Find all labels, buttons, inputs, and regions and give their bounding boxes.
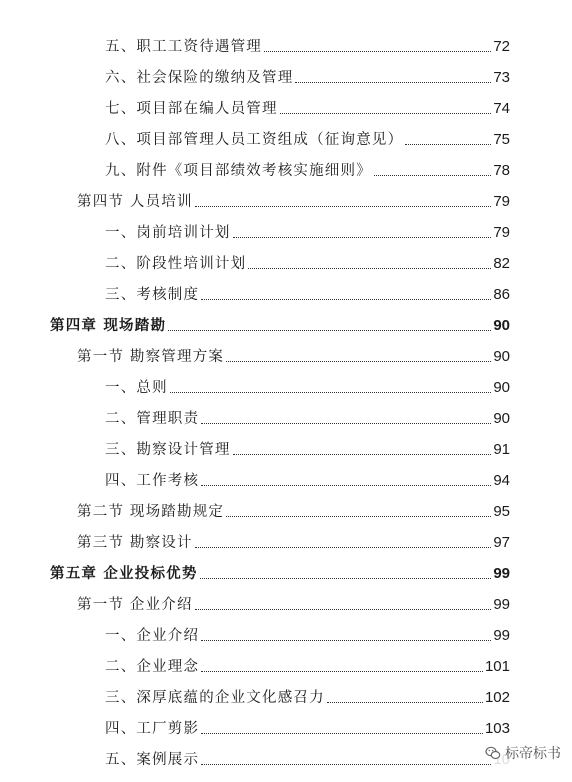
dot-leader	[233, 454, 492, 455]
toc-section-entry[interactable]	[77, 342, 510, 366]
toc-page-number: 90	[493, 348, 510, 365]
toc-entry-label: 一、岗前培训计划	[105, 225, 231, 241]
toc-item-entry[interactable]	[105, 683, 510, 707]
toc-page-number: 103	[484, 720, 510, 737]
dot-leader	[295, 82, 491, 83]
toc-item-entry[interactable]	[105, 63, 510, 87]
toc-page-number: 90	[493, 410, 510, 427]
toc-page-number: 99	[493, 596, 510, 613]
dot-leader	[201, 485, 491, 486]
dot-leader	[201, 640, 491, 641]
dot-leader	[201, 764, 491, 765]
dot-leader	[327, 702, 483, 703]
dot-leader	[195, 609, 492, 610]
toc-page-number: 86	[493, 286, 510, 303]
toc-item-entry[interactable]	[105, 156, 510, 180]
toc-entry-label: 第五章 企业投标优势	[50, 566, 198, 582]
toc-entry-label: 二、管理职责	[105, 411, 200, 427]
toc-entry-label: 五、案例展示	[105, 752, 200, 768]
toc-entry-label: 四、工作考核	[105, 473, 200, 489]
dot-leader	[280, 113, 492, 114]
toc-item-entry[interactable]	[105, 404, 510, 428]
toc-entry-label: 五、职工工资待遇管理	[105, 39, 262, 55]
toc-entry-label: 八、项目部管理人员工资组成（征询意见）	[105, 132, 404, 148]
dot-leader	[168, 330, 491, 331]
toc-entry-label: 第二节 现场踏勘规定	[77, 504, 225, 520]
toc-page-number: 99	[493, 627, 510, 644]
dot-leader	[201, 423, 491, 424]
dot-leader	[201, 733, 483, 734]
dot-leader	[195, 206, 492, 207]
toc-item-entry[interactable]	[105, 714, 510, 738]
toc-item-entry[interactable]	[105, 435, 510, 459]
toc-item-entry[interactable]	[105, 745, 510, 769]
dot-leader	[233, 237, 492, 238]
toc-entry-label: 第一节 企业介绍	[77, 597, 193, 613]
toc-entry-label: 七、项目部在编人员管理	[105, 101, 278, 117]
toc-page-number: 79	[493, 193, 510, 210]
toc-page-number: 72	[493, 38, 510, 55]
toc-item-entry[interactable]	[105, 652, 510, 676]
toc-page-number: 102	[484, 689, 510, 706]
toc-item-entry[interactable]	[105, 249, 510, 273]
toc-page-number: 73	[493, 69, 510, 86]
toc-entry-label: 一、总则	[105, 380, 168, 396]
toc-item-entry[interactable]	[105, 621, 510, 645]
toc-page-number: 99	[493, 565, 510, 582]
toc-page-number: 94	[493, 472, 510, 489]
toc-page-number: 91	[493, 441, 510, 458]
dot-leader	[248, 268, 491, 269]
dot-leader	[226, 516, 491, 517]
dot-leader	[170, 392, 492, 393]
toc-entry-label: 四、工厂剪影	[105, 721, 200, 737]
dot-leader	[201, 671, 483, 672]
toc-chapter-entry[interactable]	[50, 311, 510, 335]
toc-entry-label: 一、企业介绍	[105, 628, 200, 644]
toc-page-number: 97	[493, 534, 510, 551]
toc-item-entry[interactable]	[105, 125, 510, 149]
watermark-text: 标帝标书	[505, 746, 561, 762]
toc-entry-label: 三、考核制度	[105, 287, 200, 303]
toc-page-number: 75	[493, 131, 510, 148]
toc-page-number: 90	[493, 317, 510, 334]
toc-item-entry[interactable]	[105, 373, 510, 397]
toc-entry-label: 六、社会保险的缴纳及管理	[105, 70, 294, 86]
toc-item-entry[interactable]	[105, 218, 510, 242]
toc-entry-label: 第三节 勘察设计	[77, 535, 193, 551]
dot-leader	[201, 299, 491, 300]
toc-page-number: 101	[484, 658, 510, 675]
dot-leader	[374, 175, 491, 176]
toc-page-number: 78	[493, 162, 510, 179]
toc-entry-label: 九、附件《项目部绩效考核实施细则》	[105, 163, 372, 179]
toc-entry-label: 第四章 现场踏勘	[50, 318, 167, 334]
toc-item-entry[interactable]	[105, 280, 510, 304]
dot-leader	[405, 144, 491, 145]
watermark	[482, 742, 564, 764]
toc-page-number: 74	[493, 100, 510, 117]
toc-entry-label: 二、企业理念	[105, 659, 200, 675]
toc-section-entry[interactable]	[77, 528, 510, 552]
toc-item-entry[interactable]	[105, 32, 510, 56]
toc-section-entry[interactable]	[77, 187, 510, 211]
toc-section-entry[interactable]	[77, 590, 510, 614]
dot-leader	[226, 361, 491, 362]
toc-entry-label: 二、阶段性培训计划	[105, 256, 247, 272]
toc-chapter-entry[interactable]	[50, 559, 510, 583]
toc-entry-label: 三、勘察设计管理	[105, 442, 231, 458]
toc-page-number: 90	[493, 379, 510, 396]
wechat-icon	[485, 745, 501, 761]
toc-page-number: 95	[493, 503, 510, 520]
toc-page-number: 82	[493, 255, 510, 272]
dot-leader	[195, 547, 492, 548]
dot-leader	[264, 51, 491, 52]
toc-item-entry[interactable]	[105, 466, 510, 490]
toc-page-number: 79	[493, 224, 510, 241]
toc-entry-label: 第四节 人员培训	[77, 194, 193, 210]
toc-entry-label: 三、深厚底蕴的企业文化感召力	[105, 690, 325, 706]
toc-item-entry[interactable]	[105, 94, 510, 118]
toc-section-entry[interactable]	[77, 497, 510, 521]
dot-leader	[200, 578, 492, 579]
toc-entry-label: 第一节 勘察管理方案	[77, 349, 225, 365]
